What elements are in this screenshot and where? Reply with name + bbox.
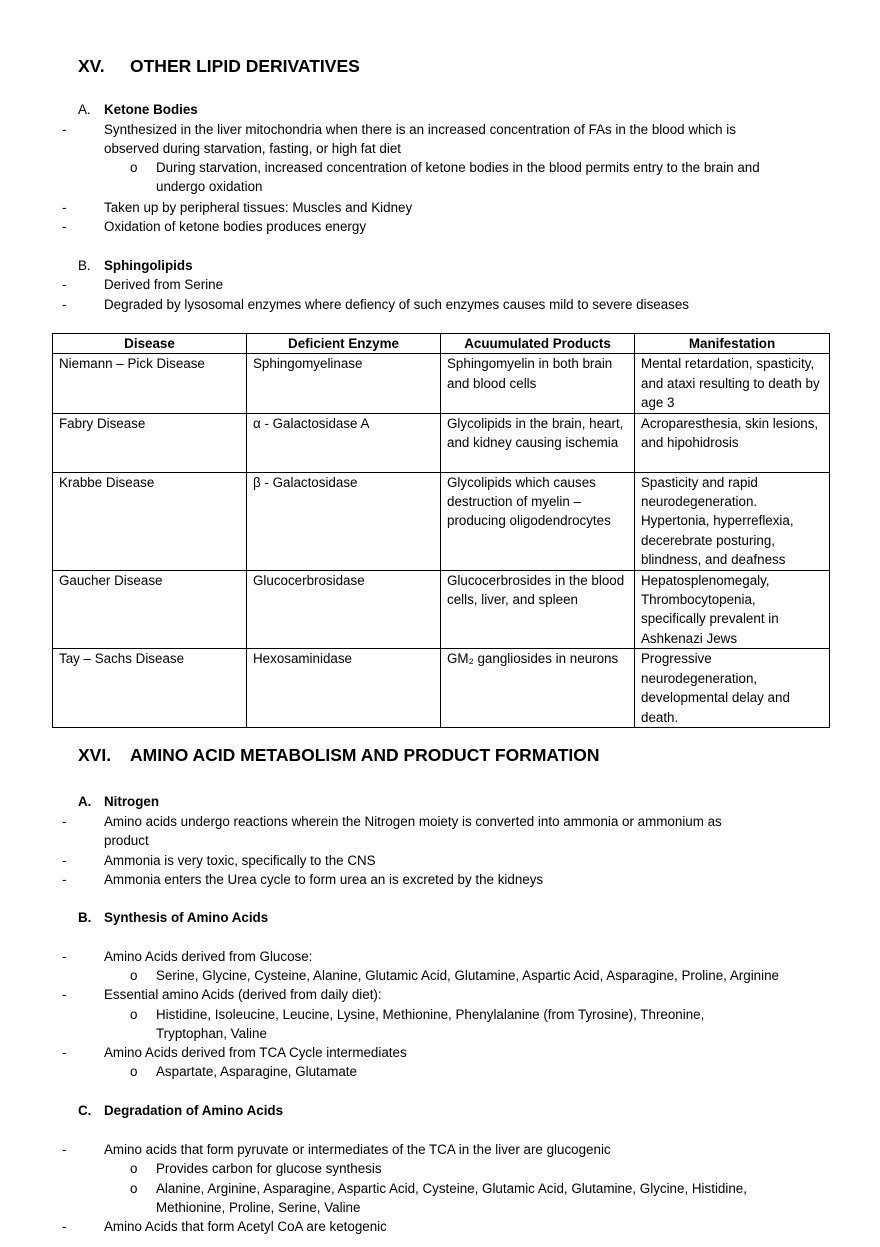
column-header: Manifestation xyxy=(635,334,830,354)
bullet-text: Amino acids undergo reactions wherein the Nitrogen moiety is converted into ammonia or ammonium as xyxy=(104,814,722,829)
table-cell: Glucocerbrosidase xyxy=(247,570,441,649)
subheading-title: Ketone Bodies xyxy=(104,102,198,117)
table-cell: Gaucher Disease xyxy=(53,570,247,649)
table-cell: Tay – Sachs Disease xyxy=(53,649,247,728)
table-cell: β - Galactosidase xyxy=(247,472,441,570)
sub-bullet-circle: o xyxy=(130,1064,138,1079)
column-header: Disease xyxy=(53,334,247,354)
table-row xyxy=(53,570,830,649)
subheading-sphingolipids xyxy=(78,256,193,275)
bullet-text: Essential amino Acids (derived from daily diet): xyxy=(104,987,382,1002)
table-cell: Spasticity and rapid neurodegeneration. Hypertonia, hyperreflexia, decerebrate posturing, blindness, and deafness xyxy=(635,472,830,570)
sub-bullet-text: Serine, Glycine, Cysteine, Alanine, Glutamic Acid, Glutamine, Aspartic Acid, Asparagine, Proline, Arginine xyxy=(156,968,779,983)
column-header: Deficient Enzyme xyxy=(247,334,441,354)
bullet-dash: - xyxy=(62,200,67,215)
bullet-dash: - xyxy=(62,814,67,829)
sub-bullet-text: undergo oxidation xyxy=(156,179,263,194)
table-row xyxy=(53,472,830,570)
table-cell: Fabry Disease xyxy=(53,413,247,472)
subheading-letter: A. xyxy=(78,102,91,117)
section-title: AMINO ACID METABOLISM AND PRODUCT FORMATION xyxy=(130,745,600,765)
subheading-letter: B. xyxy=(78,910,92,925)
subheading-ketone-bodies xyxy=(78,100,198,119)
table-cell: Sphingomyelinase xyxy=(247,354,441,413)
table-cell: Niemann – Pick Disease xyxy=(53,354,247,413)
section-heading-xv xyxy=(78,55,360,77)
bullet-text: Amino Acids derived from TCA Cycle intermediates xyxy=(104,1045,407,1060)
sub-bullet-circle: o xyxy=(130,1181,138,1196)
bullet-dash: - xyxy=(62,1045,67,1060)
subheading-letter: B. xyxy=(78,258,91,273)
bullet-text: product xyxy=(104,833,149,848)
bullet-text: Synthesized in the liver mitochondria when there is an increased concentration of FAs in the blood which is xyxy=(104,122,736,137)
sub-bullet-circle: o xyxy=(130,160,138,175)
section-title: OTHER LIPID DERIVATIVES xyxy=(130,56,360,76)
sub-bullet-text: Histidine, Isoleucine, Leucine, Lysine, Methionine, Phenylalanine (from Tyrosine), Threonine, xyxy=(156,1007,705,1022)
table-cell: Mental retardation, spasticity, and ataxi resulting to death by age 3 xyxy=(635,354,830,413)
table-cell: Glycolipids which causes destruction of myelin – producing oligodendrocytes xyxy=(441,472,635,570)
sphingolipid-disease-table xyxy=(52,333,830,728)
bullet-dash: - xyxy=(62,949,67,964)
table-cell: Krabbe Disease xyxy=(53,472,247,570)
column-header: Acuumulated Products xyxy=(441,334,635,354)
table-row xyxy=(53,413,830,472)
bullet-text: Oxidation of ketone bodies produces energy xyxy=(104,219,367,234)
bullet-dash: - xyxy=(62,219,67,234)
table-cell: Hexosaminidase xyxy=(247,649,441,728)
table-cell: α - Galactosidase A xyxy=(247,413,441,472)
subheading-letter: C. xyxy=(78,1103,92,1118)
bullet-dash: - xyxy=(62,872,67,887)
bullet-dash: - xyxy=(62,987,67,1002)
bullet-dash: - xyxy=(62,1219,67,1234)
section-heading-xvi xyxy=(78,744,600,766)
bullet-dash: - xyxy=(62,853,67,868)
table-cell: Sphingomyelin in both brain and blood cells xyxy=(441,354,635,413)
sub-bullet-circle: o xyxy=(130,968,138,983)
bullet-text: Amino Acids derived from Glucose: xyxy=(104,949,313,964)
sub-bullet-circle: o xyxy=(130,1161,138,1176)
subheading-synthesis xyxy=(78,908,268,927)
bullet-dash: - xyxy=(62,122,67,137)
table-cell: Glucocerbrosides in the blood cells, liver, and spleen xyxy=(441,570,635,649)
bullet-text: observed during starvation, fasting, or high fat diet xyxy=(104,141,402,156)
bullet-text: Degraded by lysosomal enzymes where defiency of such enzymes causes mild to severe diseases xyxy=(104,297,690,312)
bullet-text: Amino Acids that form Acetyl CoA are ketogenic xyxy=(104,1219,387,1234)
bullet-text: Taken up by peripheral tissues: Muscles and Kidney xyxy=(104,200,413,215)
bullet-dash: - xyxy=(62,297,67,312)
section-number: XV. xyxy=(78,56,105,76)
table-cell: Glycolipids in the brain, heart, and kidney causing ischemia xyxy=(441,413,635,472)
table-row xyxy=(53,354,830,413)
table-cell: Acroparesthesia, skin lesions, and hipohidrosis xyxy=(635,413,830,472)
sub-bullet-text: During starvation, increased concentration of ketone bodies in the blood permits entry to the brain and xyxy=(156,160,760,175)
section-number: XVI. xyxy=(78,745,112,765)
table-cell: GM₂ gangliosides in neurons xyxy=(441,649,635,728)
sub-bullet-text: Alanine, Arginine, Asparagine, Aspartic Acid, Cysteine, Glutamic Acid, Glutamine, Glycine, Histidine, xyxy=(156,1181,747,1196)
sub-bullet-text: Provides carbon for glucose synthesis xyxy=(156,1161,382,1176)
table-header-row xyxy=(53,334,830,354)
table-cell: Hepatosplenomegaly, Thrombocytopenia, specifically prevalent in Ashkenazi Jews xyxy=(635,570,830,649)
bullet-text: Derived from Serine xyxy=(104,277,224,292)
table-row xyxy=(53,649,830,728)
subheading-title: Sphingolipids xyxy=(104,258,193,273)
subheading-title: Degradation of Amino Acids xyxy=(104,1103,284,1118)
subheading-title: Synthesis of Amino Acids xyxy=(104,910,269,925)
bullet-text: Ammonia is very toxic, specifically to the CNS xyxy=(104,853,376,868)
bullet-text: Amino acids that form pyruvate or intermediates of the TCA in the liver are glucogenic xyxy=(104,1142,611,1157)
bullet-dash: - xyxy=(62,1142,67,1157)
subheading-degradation xyxy=(78,1101,283,1120)
bullet-dash: - xyxy=(62,277,67,292)
subheading-letter: A. xyxy=(78,794,92,809)
sub-bullet-circle: o xyxy=(130,1007,138,1022)
subheading-nitrogen xyxy=(78,792,159,811)
sub-bullet-text: Methionine, Proline, Serine, Valine xyxy=(156,1200,361,1215)
sub-bullet-text: Aspartate, Asparagine, Glutamate xyxy=(156,1064,357,1079)
bullet-text: Ammonia enters the Urea cycle to form urea an is excreted by the kidneys xyxy=(104,872,544,887)
table-cell: Progressive neurodegeneration, developmental delay and death. xyxy=(635,649,830,728)
sub-bullet-text: Tryptophan, Valine xyxy=(156,1026,267,1041)
subheading-title: Nitrogen xyxy=(104,794,160,809)
